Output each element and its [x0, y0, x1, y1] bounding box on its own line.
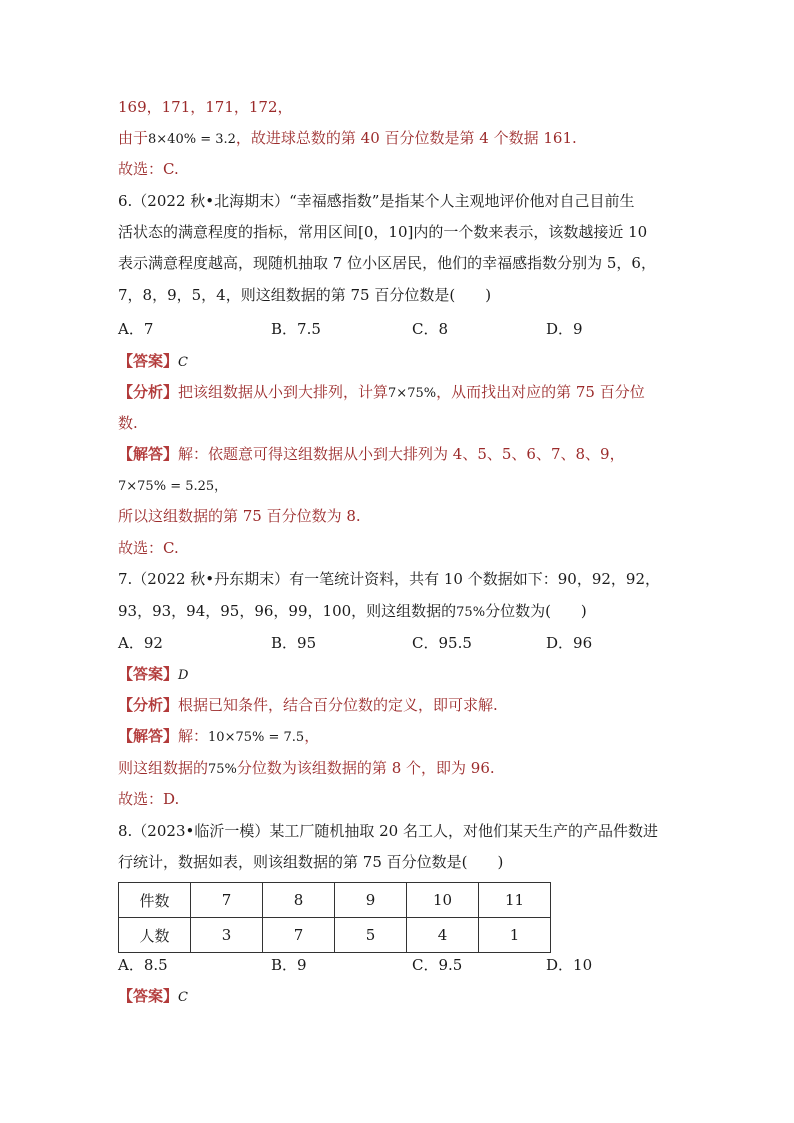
- q7-solution-math: 10×75% = 7.5: [208, 730, 305, 745]
- q6-analysis-line-2: 数.: [118, 414, 138, 432]
- q6-solution-line-1: [118, 443, 698, 465]
- table-row: [119, 883, 551, 918]
- q8-answer-tag: 【答案】: [118, 987, 179, 1005]
- table-cell: 1: [479, 918, 551, 953]
- q7-answer-value: D: [178, 668, 189, 683]
- prev-explanation-pre: 由于: [118, 129, 149, 147]
- q7-stem-post: 分位数为( ): [485, 602, 587, 620]
- q7-analysis-line: [118, 694, 698, 716]
- q6-solution-tag: 【解答】: [118, 445, 179, 463]
- q7-analysis-text: 根据已知条件，结合百分位数的定义，即可求解.: [178, 696, 498, 714]
- q7-stem-math: 75%: [456, 605, 486, 620]
- prev-choose-line: 故选：C.: [118, 160, 179, 178]
- q7-option-c: C．95.5: [412, 634, 472, 652]
- q6-answer-line: [118, 350, 698, 374]
- prev-data-line: 169，171，171，172，: [118, 98, 293, 116]
- q7-solution-line-1: [118, 725, 698, 749]
- q7-answer-line: [118, 663, 698, 687]
- q7-answer-tag: 【答案】: [118, 665, 179, 683]
- table-cell: 7: [191, 883, 263, 918]
- q6-analysis-pre: 把该组数据从小到大排列，计算: [178, 383, 389, 401]
- q8-stem-line-2: 行统计，数据如表，则该组数据的第 75 百分位数是( ): [118, 853, 504, 871]
- table-cell: 4: [407, 918, 479, 953]
- table-cell: 人数: [119, 918, 191, 953]
- q8-answer-value: C: [178, 990, 188, 1005]
- q7-stem-pre: 93，93，94，95，96，99，100，则这组数据的: [118, 602, 457, 620]
- q7-option-a: A．92: [118, 634, 163, 652]
- q8-option-b: B．9: [271, 956, 307, 974]
- q7-solution-pre: 解：: [178, 727, 209, 745]
- q7-solution-line-2: [118, 757, 698, 781]
- table-cell: 5: [335, 918, 407, 953]
- q7-solution-2-math: 75%: [208, 762, 237, 777]
- q6-solution-line-3: 所以这组数据的第 75 百分位数为 8.: [118, 507, 361, 525]
- q7-choose-line: 故选：D.: [118, 790, 180, 808]
- q7-solution-2-post: 分位数为该组数据的第 8 个，即为 96.: [236, 759, 495, 777]
- prev-explanation-line: [118, 127, 698, 151]
- q6-option-b: B．7.5: [271, 320, 321, 338]
- prev-explanation-math: 8×40% = 3.2: [148, 132, 236, 147]
- q7-option-d: D．96: [546, 634, 593, 652]
- q8-stem-line-1: 8.（2023•临沂一模）某工厂随机抽取 20 名工人，对他们某天生产的产品件数进: [118, 822, 658, 840]
- q6-option-d: D．9: [546, 320, 583, 338]
- table-cell: 9: [335, 883, 407, 918]
- q6-analysis-post: ，从而找出对应的第 75 百分位: [436, 383, 645, 401]
- q6-analysis-tag: 【分析】: [118, 383, 179, 401]
- q6-analysis-line-1: [118, 381, 698, 405]
- table-cell: 8: [263, 883, 335, 918]
- table-cell: 件数: [119, 883, 191, 918]
- q6-analysis-math: 7×75%: [388, 386, 437, 401]
- q6-solution-text: 解：依题意可得这组数据从小到大排列为 4、5、5、6、7、8、9，: [178, 445, 625, 463]
- q6-stem-line-4: 7，8，9，5，4，则这组数据的第 75 百分位数是( ): [118, 286, 492, 304]
- q6-answer-tag: 【答案】: [118, 352, 179, 370]
- q7-solution-2-pre: 则这组数据的: [118, 759, 209, 777]
- q6-choose-line: 故选：C.: [118, 539, 179, 557]
- q7-solution-post: ，: [304, 727, 320, 745]
- table-cell: 10: [407, 883, 479, 918]
- q8-option-c: C．9.5: [412, 956, 463, 974]
- table-row: [119, 918, 551, 953]
- q7-solution-tag: 【解答】: [118, 727, 179, 745]
- prev-explanation-post: ，故进球总数的第 40 百分位数是第 4 个数据 161.: [235, 129, 577, 147]
- q6-solution-line-2: 7×75% = 5.25，: [118, 479, 228, 494]
- q7-stem-line-2: [118, 600, 698, 624]
- q7-analysis-tag: 【分析】: [118, 696, 179, 714]
- table-cell: 11: [479, 883, 551, 918]
- q8-data-table: [118, 882, 551, 953]
- q6-stem-line-1: 6.（2022 秋•北海期末）“幸福感指数”是指某个人主观地评价他对自己目前生: [118, 192, 635, 210]
- q7-stem-line-1: 7.（2022 秋•丹东期末）有一笔统计资料，共有 10 个数据如下：90，92，92，: [118, 570, 660, 588]
- q7-option-b: B．95: [271, 634, 317, 652]
- table-cell: 3: [191, 918, 263, 953]
- q6-stem-line-3: 表示满意程度越高，现随机抽取 7 位小区居民，他们的幸福感指数分别为 5，6，: [118, 254, 656, 272]
- q6-option-a: A．7: [118, 320, 154, 338]
- q6-answer-value: C: [178, 355, 188, 370]
- q6-option-c: C．8: [412, 320, 449, 338]
- q8-option-a: A．8.5: [118, 956, 168, 974]
- q8-answer-line: [118, 985, 698, 1009]
- q8-option-d: D．10: [546, 956, 593, 974]
- table-cell: 7: [263, 918, 335, 953]
- q6-stem-line-2: 活状态的满意程度的指标，常用区间[0，10]内的一个数来表示，该数越接近 10: [118, 223, 648, 241]
